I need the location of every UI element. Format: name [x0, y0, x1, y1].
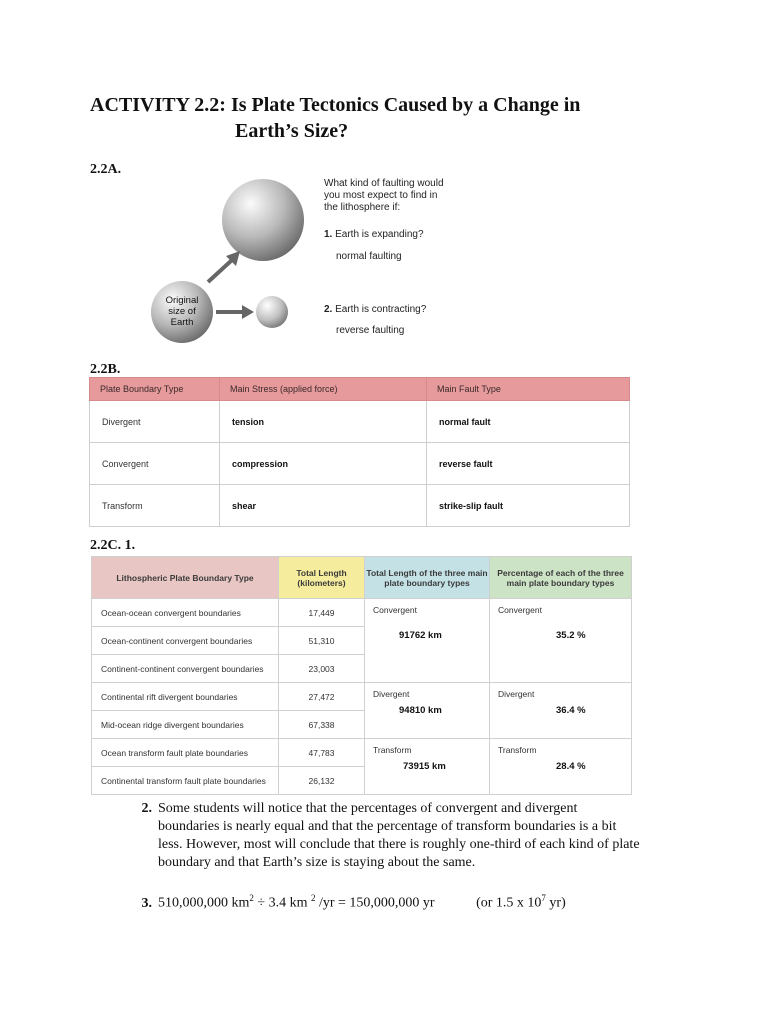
table-row: Ocean transform fault plate boundaries 47,783 Transform 73915 km Transform 28.4 %	[92, 739, 632, 767]
header-group-total: Total Length of the three main plate boundary types	[365, 557, 490, 599]
header-plate-boundary-type: Plate Boundary Type	[90, 378, 220, 401]
section-2b-label: 2.2B.	[90, 362, 121, 377]
table-row: Ocean-continent convergent boundaries 51,310	[92, 627, 632, 655]
page-title	[90, 92, 690, 144]
answer-3-calculation: 3. 510,000,000 $km^2 \div 3.4$ km $^2$ /yr = 150,000,000 yr (or 1.5 x $10^7$ yr)	[141, 893, 566, 911]
table-row: Continental rift divergent boundaries 27,472 Divergent 94810 km Divergent 36.4 %	[92, 683, 632, 711]
answer-2: reverse faulting	[336, 325, 405, 336]
header-group-percentage: Percentage of each of the three main plate boundary types	[490, 557, 632, 599]
transform-percent-cell: Transform 28.4 %	[490, 739, 632, 795]
boundary-length-table	[91, 556, 632, 795]
transform-total-cell: Transform 73915 km	[365, 739, 490, 795]
title-line-2: Earth’s Size?	[235, 120, 349, 142]
expanded-earth-sphere	[222, 179, 304, 261]
title-line-1: ACTIVITY 2.2: Is Plate Tectonics Caused by a Change in	[90, 94, 581, 116]
table-row: Transform shear strike-slip fault	[90, 485, 630, 527]
header-main-fault-type: Main Fault Type	[427, 378, 630, 401]
table-header-row	[92, 557, 632, 599]
header-total-length: Total Length (kilometers)	[279, 557, 365, 599]
table-row: Continent-continent convergent boundaries 23,003	[92, 655, 632, 683]
faulting-question-intro: What kind of faulting would you most expect to find in the lithosphere if:	[324, 178, 444, 213]
divergent-total-cell: Divergent 94810 km	[365, 683, 490, 739]
answer-2-paragraph: 2. Some students will notice that the percentages of convergent and divergent boundaries is nearly equal and that the percentage of transform boundaries is a bit less. However, most will conclude that there is roughly one-third of each kind of plate boundary and that Earth’s size is staying about the same.	[141, 801, 640, 870]
section-2c-label: 2.2C. 1.	[90, 538, 136, 553]
contract-arrow	[216, 305, 254, 319]
divergent-percent-cell: Divergent 36.4 %	[490, 683, 632, 739]
question-2: 2. Earth is contracting?	[324, 304, 427, 315]
table-row: Convergent compression reverse fault	[90, 443, 630, 485]
convergent-percent-cell: Convergent 35.2 %	[490, 599, 632, 683]
convergent-total-cell: Convergent 91762 km	[365, 599, 490, 683]
table-row: Divergent tension normal fault	[90, 401, 630, 443]
table-row: Continental transform fault plate boundaries 26,132	[92, 767, 632, 795]
header-main-stress: Main Stress (applied force)	[220, 378, 427, 401]
original-earth-label: Original size of Earth	[165, 295, 199, 328]
contracted-earth-sphere	[256, 296, 288, 328]
question-1: 1. Earth is expanding?	[324, 229, 424, 240]
header-boundary-type: Lithospheric Plate Boundary Type	[92, 557, 279, 599]
expand-arrow	[208, 251, 240, 282]
table-row: Ocean-ocean convergent boundaries 17,449 Convergent 91762 km Convergent 35.2 %	[92, 599, 632, 627]
section-2a-label: 2.2A.	[90, 162, 122, 177]
table-header-row	[90, 378, 630, 401]
table-row: Mid-ocean ridge divergent boundaries 67,338	[92, 711, 632, 739]
answer-1: normal faulting	[336, 251, 402, 262]
stress-fault-table	[89, 377, 630, 527]
